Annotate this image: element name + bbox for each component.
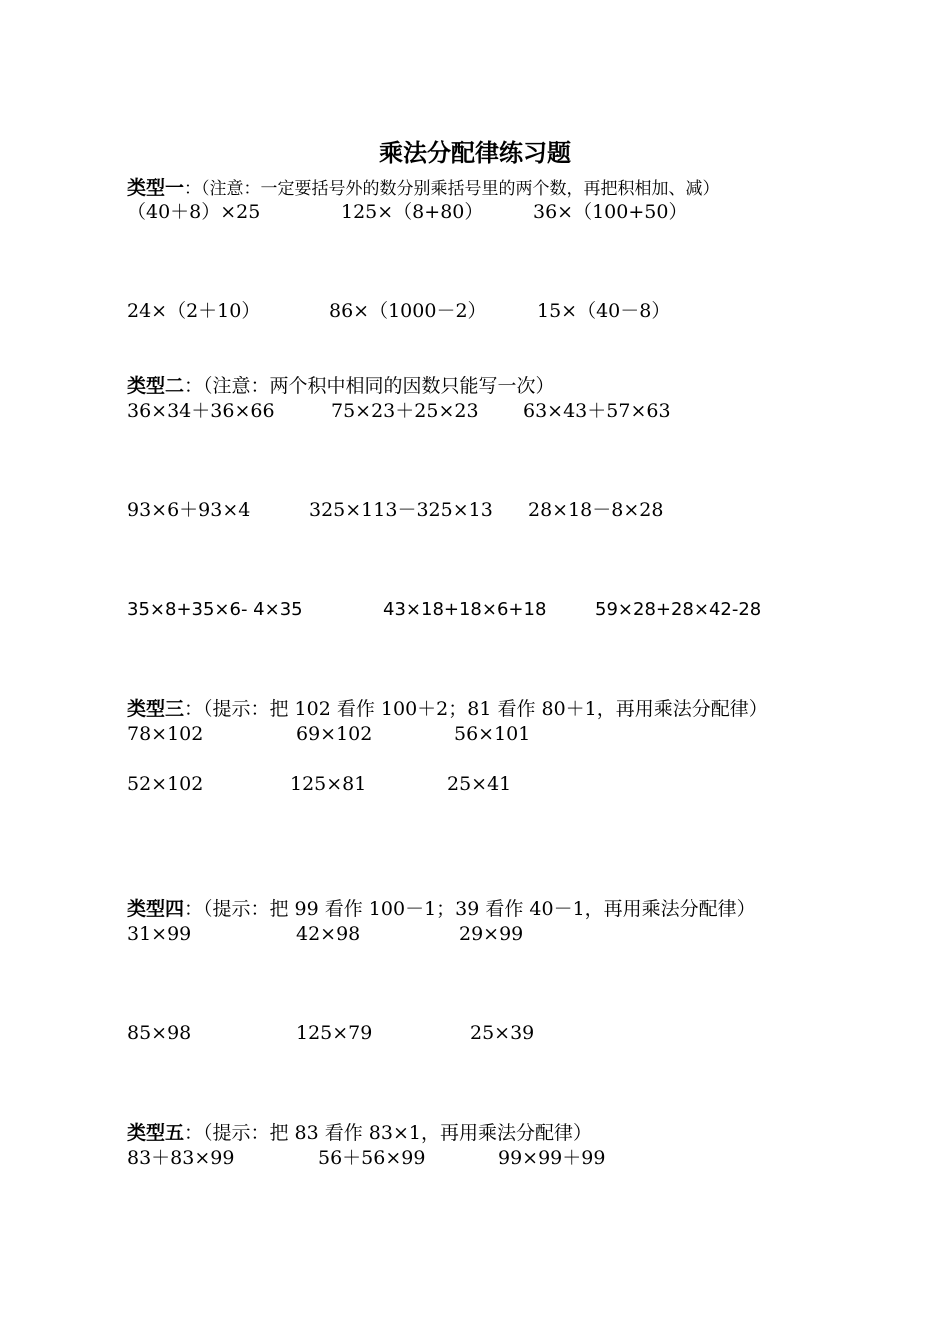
problem: （40＋8）×25: [127, 201, 261, 223]
problem: 25×39: [470, 1022, 535, 1044]
problem: 125×（8+80）: [341, 201, 484, 223]
section-label: 类型三: [127, 698, 185, 720]
problem: 36×34＋36×66: [127, 400, 275, 422]
section-label: 类型五: [127, 1122, 185, 1144]
section-note: ：（提示：把 83 看作 83×1，再用乘法分配律）: [184, 1122, 592, 1144]
problem: 75×23＋25×23: [331, 400, 479, 422]
section-note: ：（提示：把 99 看作 100－1；39 看作 40－1，再用乘法分配律）: [184, 898, 756, 920]
problem: 125×81: [290, 773, 367, 795]
problem: 29×99: [459, 923, 524, 945]
section-label: 类型一: [127, 177, 185, 199]
section-4-heading: [127, 895, 756, 924]
problem: 56×101: [454, 723, 531, 745]
problem: 63×43＋57×63: [523, 400, 671, 422]
problem: 325×113－325×13: [309, 499, 493, 521]
problem: 36×（100+50）: [533, 201, 688, 223]
problem: 125×79: [296, 1022, 373, 1044]
problem: 15×（40－8）: [537, 300, 671, 322]
section-note: ：（注意：两个积中相同的因数只能写一次）: [184, 375, 555, 397]
problem: 93×6＋93×4: [127, 499, 251, 521]
problem: 25×41: [447, 773, 512, 795]
problem: 28×18－8×28: [528, 499, 664, 521]
problem: 69×102: [296, 723, 373, 745]
problem: 59×28+28×42-28: [595, 599, 762, 620]
problem: 24×（2＋10）: [127, 300, 261, 322]
section-label: 类型二: [127, 375, 185, 397]
page-title: 乘法分配律练习题: [379, 139, 571, 167]
problem: 99×99＋99: [498, 1147, 606, 1169]
section-2-heading: [127, 372, 555, 401]
problem: 56＋56×99: [318, 1147, 426, 1169]
problem: 85×98: [127, 1022, 192, 1044]
problem: 43×18+18×6+18: [383, 599, 547, 620]
section-label: 类型四: [127, 898, 185, 920]
problem: 86×（1000－2）: [329, 300, 487, 322]
section-note: ：（提示：把 102 看作 100＋2；81 看作 80＋1，再用乘法分配律）: [184, 698, 768, 720]
problem: 35×8+35×6- 4×35: [127, 599, 303, 620]
section-5-heading: [127, 1119, 592, 1148]
section-3-heading: [127, 695, 768, 724]
problem: 78×102: [127, 723, 204, 745]
problem: 42×98: [296, 923, 361, 945]
problem: 31×99: [127, 923, 192, 945]
problem: 52×102: [127, 773, 204, 795]
problem: 83＋83×99: [127, 1147, 235, 1169]
section-note: ：（注意：一定要括号外的数分别乘括号里的两个数，再把积相加、减）: [184, 179, 720, 199]
